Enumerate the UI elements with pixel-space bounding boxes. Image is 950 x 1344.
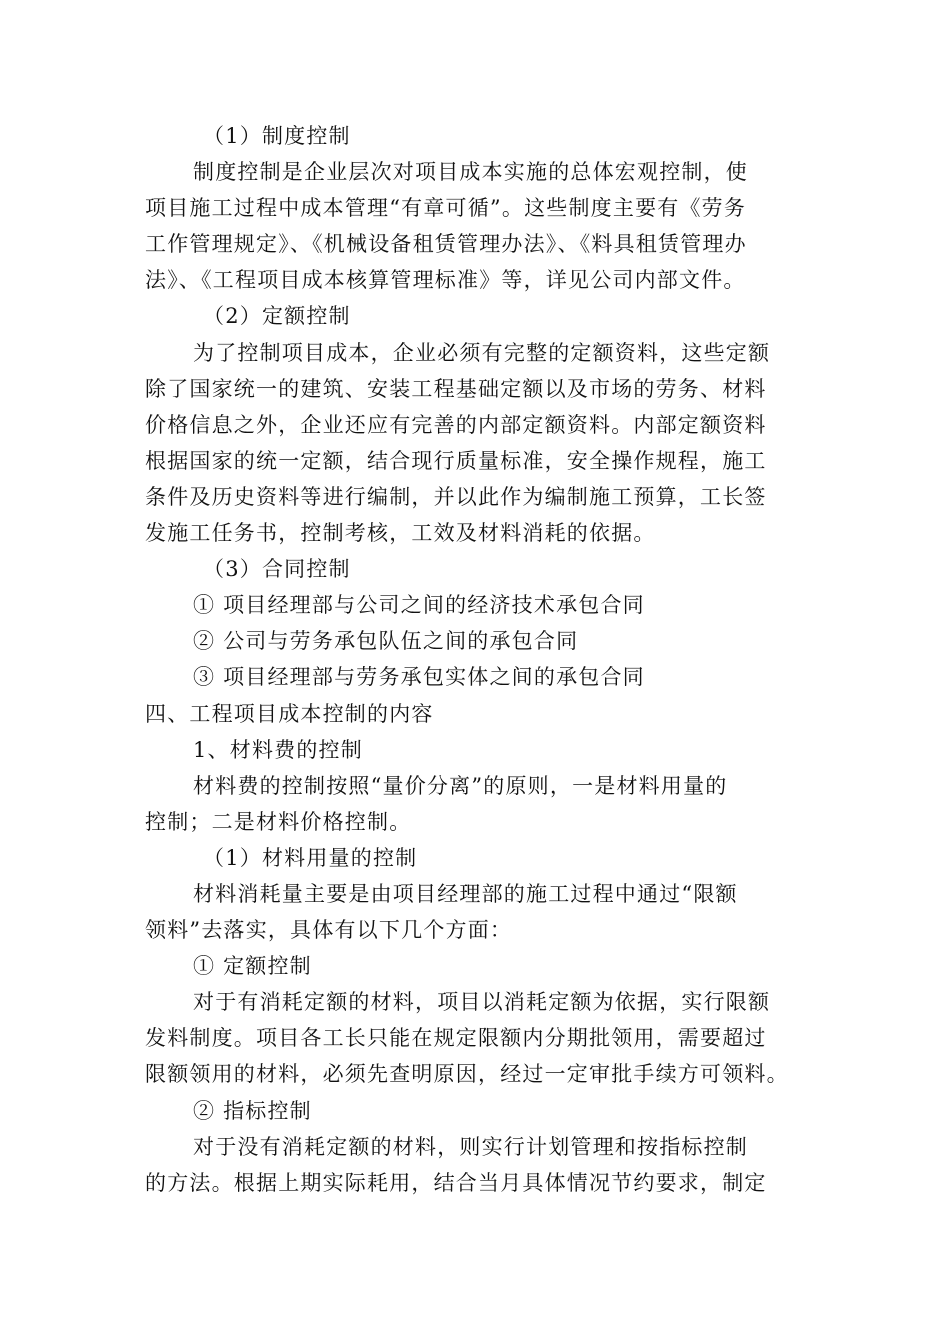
text-line: 限额领用的材料，必须先查明原因，经过一定审批手续方可领料。 (145, 1062, 789, 1087)
text-line: ① 定额控制 (193, 954, 312, 979)
document-body (145, 118, 825, 1201)
text-line: 条件及历史资料等进行编制，并以此作为编制施工预算，工长签 (145, 484, 767, 509)
text-line: ① 项目经理部与公司之间的经济技术承包合同 (193, 593, 645, 618)
text-line: 控制；二是材料价格控制。 (145, 809, 412, 834)
text-line: 材料消耗量主要是由项目经理部的施工过程中通过“限额 (193, 881, 738, 906)
text-line: 根据国家的统一定额，结合现行质量标准，安全操作规程，施工 (145, 448, 767, 473)
text-line: 对于没有消耗定额的材料，则实行计划管理和按指标控制 (193, 1134, 748, 1159)
text-line: ② 指标控制 (193, 1098, 312, 1123)
text-line: 项目施工过程中成本管理“有章可循”。这些制度主要有《劳务 (145, 196, 747, 221)
text-line: 领料”去落实，具体有以下几个方面： (145, 918, 513, 943)
text-line: ② 公司与劳务承包队伍之间的承包合同 (193, 629, 579, 654)
text-line: （3）合同控制 (203, 557, 351, 582)
text-line: 的方法。根据上期实际耗用，结合当月具体情况节约要求，制定 (145, 1170, 767, 1195)
text-line: 四、工程项目成本控制的内容 (145, 701, 434, 726)
text-line: 价格信息之外，企业还应有完善的内部定额资料。内部定额资料 (145, 412, 767, 437)
text-line: 发料制度。项目各工长只能在规定限额内分期批领用，需要超过 (145, 1026, 767, 1051)
text-line: （1）材料用量的控制 (203, 845, 418, 870)
text-line: 发施工任务书，控制考核，工效及材料消耗的依据。 (145, 521, 656, 546)
text-line: ③ 项目经理部与劳务承包实体之间的承包合同 (193, 665, 645, 690)
text-line: 法》、《工程项目成本核算管理标准》等，详见公司内部文件。 (145, 268, 746, 293)
text-line: 工作管理规定》、《机械设备租赁管理办法》、《料具租赁管理办 (145, 232, 747, 257)
text-line: 除了国家统一的建筑、安装工程基础定额以及市场的劳务、材料 (145, 376, 767, 401)
text-line: 对于有消耗定额的材料，项目以消耗定额为依据，实行限额 (193, 990, 771, 1015)
text-line: 材料费的控制按照“量价分离”的原则，一是材料用量的 (193, 773, 728, 798)
text-line: （1）制度控制 (203, 124, 351, 148)
text-line: （2）定额控制 (203, 304, 351, 329)
text-line: 制度控制是企业层次对项目成本实施的总体宏观控制，使 (193, 160, 748, 185)
text-line: 1、材料费的控制 (193, 737, 363, 762)
text-line: 为了控制项目成本，企业必须有完整的定额资料，这些定额 (193, 340, 771, 365)
